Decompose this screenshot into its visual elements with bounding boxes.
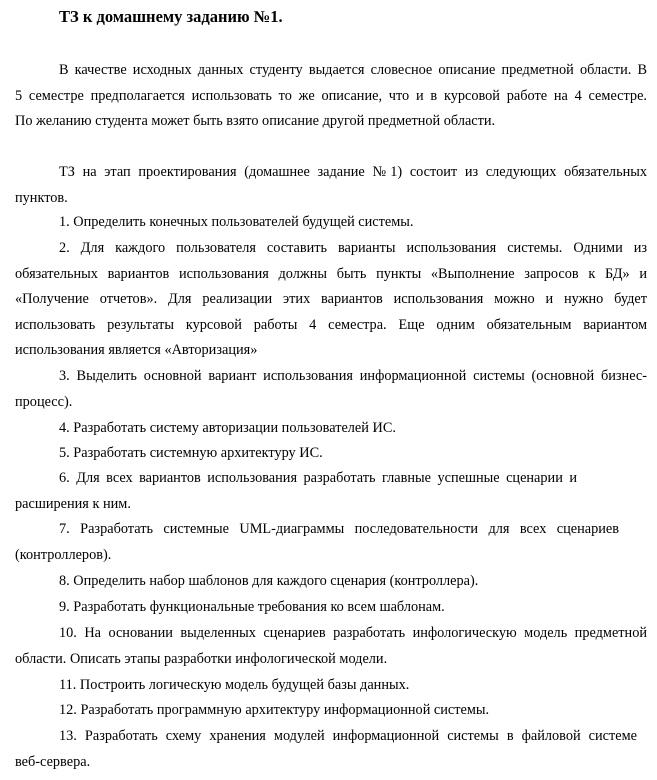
list-item-line: 5. Разработать системную архитектуру ИС. [59,445,323,461]
list-item-line: 11. Построить логическую модель будущей базы данных. [59,677,410,693]
list-item [15,724,647,775]
list-item-line: процесс). [15,393,73,410]
list-item-line: 6. Для всех вариантов использования разработать главные успешные сценарии и [59,470,577,486]
list-item-line: 10. На основании выделенных сценариев разработать инфологическую модель предметной [59,625,647,641]
list-item-line: 2. Для каждого пользователя составить варианты использования системы. Одними из [59,240,647,256]
lead-line: пунктов. [15,189,68,206]
list-item-line: (контроллеров). [15,546,112,563]
list-item-line: 13. Разработать схему хранения модулей информационной системы в файловой системе [59,728,637,744]
list-item-line: 7. Разработать системные UML-диаграммы последовательности для всех сценариев [59,521,619,537]
lead-paragraph [15,160,647,211]
list-item-line: 8. Определить набор шаблонов для каждого сценария (контроллера). [59,573,479,589]
list-item [15,595,647,621]
intro-paragraph [15,58,647,135]
list-item-line: 1. Определить конечных пользователей будущей системы. [59,214,414,230]
list-item [15,466,647,517]
list-item-line: 9. Разработать функциональные требования ко всем шаблонам. [59,599,445,615]
list-item-line: 12. Разработать программную архитектуру информационной системы. [59,702,490,718]
document-title: ТЗ к домашнему заданию №1. [59,7,283,26]
list-item-line: 3. Выделить основной вариант использования информационной системы (основной бизнес- [59,368,647,384]
list-item [15,569,647,595]
list-item-line: расширения к ним. [15,495,131,512]
list-item [15,621,647,672]
list-item-line: обязательных вариантов использования должны быть пункты «Выполнение запросов к БД» и [15,265,647,282]
list-item-line: веб-сервера. [15,753,91,770]
intro-line: По желанию студента может быть взято описание другой предметной области. [15,113,496,129]
list-item-line: 4. Разработать систему авторизации пользователей ИС. [59,420,396,436]
list-item-line: области. Описать этапы разработки инфологической модели. [15,650,388,667]
intro-line: 5 семестре предполагается использовать то же описание, что и в курсовой работе на 4 семестре. [15,87,647,104]
list-item [15,210,647,236]
intro-line: В качестве исходных данных студенту выдается словесное описание предметной области. В [59,62,647,78]
list-item [15,236,647,364]
list-item [15,441,647,467]
lead-line: ТЗ на этап проектирования (домашнее задание №1) состоит из следующих обязательных [59,164,647,180]
list-item [15,698,647,724]
list-item [15,416,647,442]
list-item [15,517,647,568]
list-item-line: использовать результаты курсовой работы 4 семестра. Еще одним обязательным вариантом [15,316,647,333]
list-item-line: использования является «Авторизация» [15,342,258,358]
list-item-line: «Получение отчетов». Для реализации этих вариантов использования можно и нужно будет [15,291,647,307]
list-item [15,673,647,699]
list-item [15,364,647,415]
